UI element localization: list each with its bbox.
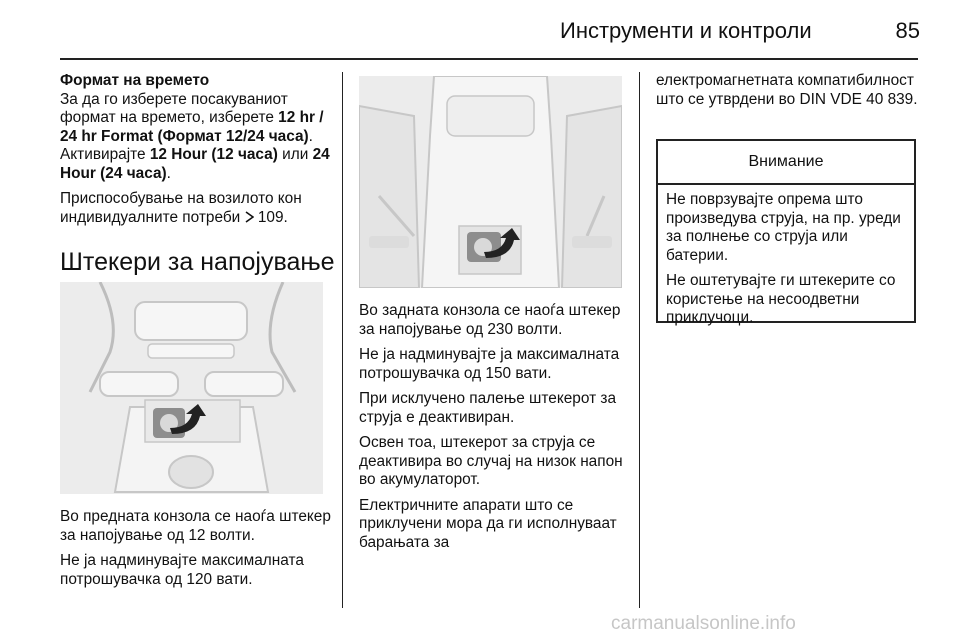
front-console-outlet-image <box>60 282 323 494</box>
section-heading: Штекери за напојување <box>60 248 335 276</box>
front-outlet-text: Во предната конзола се наоѓа штекер за напојување од 12 волти. <box>60 508 331 544</box>
rear-max-text: Не ја надминувајте ја максималната потрошувачка од 150 вати. <box>359 346 620 382</box>
emc-text: електромагнетната компатибилност што се утврдени во DIN VDE 40 839. <box>656 72 918 108</box>
rear-outlet-text: Во задната конзола се наоѓа штекер за напојување од 230 волти. <box>359 302 621 338</box>
time-format-option-12h: 12 Hour (12 часа) <box>149 146 278 163</box>
devices-text: Електричните апарати што се приклучени мора да ги исполнуваат барањата за <box>359 496 617 551</box>
time-format-heading: Формат на времето <box>60 72 210 89</box>
warning-box <box>656 139 916 326</box>
time-format-text-2: . Активирајте <box>60 127 313 163</box>
column-3-text <box>656 72 918 116</box>
front-max-text: Не ја надминувајте максималната потрошувачка од 120 вати. <box>60 552 304 588</box>
adapt-ref-page: 109. <box>257 208 288 226</box>
low-voltage-text: Освен тоа, штекерот за струја се деактивира во случај на низок напон во акумулаторот. <box>359 434 623 488</box>
column-1-bottom-text <box>60 508 335 596</box>
column-divider-1 <box>342 72 343 608</box>
time-format-text-3: или <box>277 146 313 163</box>
watermark: carmanualsonline.info <box>611 613 796 634</box>
column-1-text <box>60 72 330 234</box>
page-header-title: Инструменти и контроли <box>560 18 812 43</box>
warning-title: Внимание <box>658 141 914 185</box>
column-2-text <box>359 302 634 559</box>
column-divider-2 <box>639 72 640 608</box>
header-rule <box>60 58 918 60</box>
time-format-text-4: . <box>166 164 171 182</box>
time-format-option-1: 12 hr / 24 hr Format (Формат 12/24 часа) <box>60 109 324 145</box>
rear-console-outlet-image <box>359 76 622 288</box>
warning-text-2: Не оштетувајте ги штекерите со користење на несоодветни приклучоци. <box>666 272 896 326</box>
time-format-text-1: За да го изберете посакуваниот формат на времето, изберете <box>60 90 288 126</box>
ignition-off-text: При исклучено палење штекерот за струја е деактивиран. <box>359 390 617 426</box>
time-format-option-24h: 24 Hour (24 часа) <box>60 146 330 182</box>
arrow-reference-icon <box>245 209 258 226</box>
adapt-text: Приспособување на возилото кон индивидуалните потреби <box>60 190 302 226</box>
warning-text-1: Не поврзувајте опрема што произведува струја, на пр. уреди за полнење со струја или батерии. <box>666 191 901 264</box>
warning-body <box>658 185 914 328</box>
page-number: 85 <box>895 18 920 43</box>
